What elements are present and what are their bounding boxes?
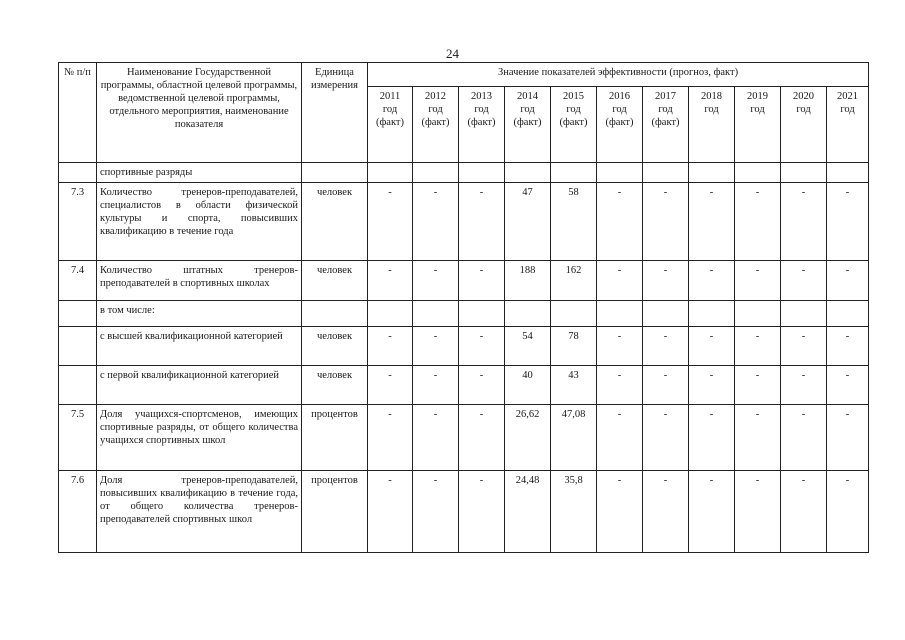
header-year-sub2: (факт) — [513, 117, 542, 128]
table-row — [59, 366, 869, 405]
header-year-2011 — [368, 87, 413, 163]
row-value — [413, 301, 459, 327]
row-value — [827, 163, 869, 183]
row-value: - — [735, 366, 781, 405]
row-value: - — [597, 471, 643, 553]
header-year-2020 — [781, 87, 827, 163]
row-value — [459, 301, 505, 327]
row-value: - — [689, 327, 735, 366]
row-value: 47,08 — [551, 405, 597, 471]
row-name: Доля учащихся-спортсменов, имеющих спортивные разряды, от общего количества учащихся спортивных школ — [97, 405, 302, 471]
row-value: - — [781, 405, 827, 471]
row-value: - — [735, 471, 781, 553]
row-value: 58 — [551, 183, 597, 261]
row-value — [735, 163, 781, 183]
header-year-year: 2018 — [701, 91, 722, 102]
header-year-sub2: (факт) — [375, 117, 404, 128]
table-row — [59, 163, 869, 183]
header-year-year: 2012 — [425, 91, 446, 102]
row-value: - — [827, 327, 869, 366]
row-value: - — [413, 183, 459, 261]
row-value: 26,62 — [505, 405, 551, 471]
header-year-year: 2019 — [747, 91, 768, 102]
row-name: с первой квалификационной категорией — [97, 366, 302, 405]
row-name: Количество штатных тренеров-преподавателей в спортивных школах — [97, 261, 302, 301]
header-year-sub2: (факт) — [559, 117, 588, 128]
row-value: - — [413, 405, 459, 471]
row-value: - — [597, 327, 643, 366]
row-unit: человек — [302, 261, 368, 301]
row-value: - — [368, 471, 413, 553]
row-number — [59, 301, 97, 327]
row-value — [551, 301, 597, 327]
row-value — [505, 163, 551, 183]
header-year-year: 2013 — [471, 91, 492, 102]
row-value — [368, 163, 413, 183]
row-unit: человек — [302, 366, 368, 405]
header-year-sub1: год — [658, 104, 673, 115]
row-value: - — [643, 183, 689, 261]
row-value: - — [368, 405, 413, 471]
row-value: - — [597, 405, 643, 471]
row-number — [59, 366, 97, 405]
row-value — [505, 301, 551, 327]
row-value: - — [781, 327, 827, 366]
row-value: - — [459, 327, 505, 366]
row-value: - — [689, 471, 735, 553]
row-value: - — [643, 366, 689, 405]
row-value — [597, 163, 643, 183]
header-year-2018 — [689, 87, 735, 163]
row-value: 40 — [505, 366, 551, 405]
header-name: Наименование Государственной программы, областной целевой программы, ведомственной целевой программы, отдельного мероприятия, наименование показателя — [97, 63, 302, 163]
row-value: - — [413, 366, 459, 405]
row-value: - — [597, 261, 643, 301]
row-value — [459, 163, 505, 183]
row-value: - — [781, 366, 827, 405]
header-year-year: 2017 — [655, 91, 676, 102]
header-year-sub1: год — [750, 104, 765, 115]
row-unit: процентов — [302, 405, 368, 471]
row-value: - — [368, 183, 413, 261]
table-body — [59, 163, 869, 553]
row-value: - — [459, 405, 505, 471]
row-value: - — [689, 366, 735, 405]
row-value: - — [643, 327, 689, 366]
header-year-sub2: (факт) — [421, 117, 450, 128]
row-value: 162 — [551, 261, 597, 301]
row-value — [597, 301, 643, 327]
row-name: Количество тренеров-преподавателей, специалистов в области физической культуры и спорта, повысивших квалификацию в течение года — [97, 183, 302, 261]
row-value: - — [643, 261, 689, 301]
header-year-2017 — [643, 87, 689, 163]
row-value: - — [368, 261, 413, 301]
row-unit — [302, 163, 368, 183]
row-value — [781, 163, 827, 183]
row-value — [781, 301, 827, 327]
row-value: - — [735, 327, 781, 366]
row-value: - — [413, 261, 459, 301]
header-year-year: 2011 — [379, 91, 401, 102]
row-value: - — [597, 366, 643, 405]
header-year-2019 — [735, 87, 781, 163]
header-year-2014 — [505, 87, 551, 163]
header-year-sub1: год — [796, 104, 811, 115]
header-year-year: 2014 — [517, 91, 538, 102]
row-value: - — [735, 261, 781, 301]
header-year-2013 — [459, 87, 505, 163]
header-year-sub2: (факт) — [467, 117, 496, 128]
header-year-sub1: год — [566, 104, 581, 115]
table-row — [59, 301, 869, 327]
header-year-sub1: год — [520, 104, 535, 115]
row-value: - — [459, 261, 505, 301]
row-unit: процентов — [302, 471, 368, 553]
row-value: - — [413, 471, 459, 553]
row-value — [643, 163, 689, 183]
header-year-sub2: (факт) — [605, 117, 634, 128]
header-year-year: 2015 — [563, 91, 584, 102]
row-value: 54 — [505, 327, 551, 366]
table-row — [59, 471, 869, 553]
row-value — [368, 301, 413, 327]
header-year-2015 — [551, 87, 597, 163]
indicators-table — [58, 62, 869, 553]
table-row — [59, 261, 869, 301]
row-value: - — [781, 261, 827, 301]
row-unit: человек — [302, 327, 368, 366]
row-value: - — [735, 405, 781, 471]
row-value: 43 — [551, 366, 597, 405]
row-value: - — [827, 471, 869, 553]
row-value — [643, 301, 689, 327]
table-row — [59, 183, 869, 261]
table-header — [59, 63, 869, 163]
row-number: 7.3 — [59, 183, 97, 261]
row-value: - — [827, 261, 869, 301]
row-value: - — [689, 183, 735, 261]
row-value: - — [781, 183, 827, 261]
header-year-sub1: год — [612, 104, 627, 115]
row-value: - — [643, 405, 689, 471]
header-year-year: 2021 — [837, 91, 859, 102]
header-year-2016 — [597, 87, 643, 163]
row-value: - — [827, 366, 869, 405]
row-value: 35,8 — [551, 471, 597, 553]
page-number: 24 — [446, 46, 459, 61]
row-value: - — [689, 405, 735, 471]
header-year-sub1: год — [704, 104, 719, 115]
row-value: - — [827, 183, 869, 261]
row-unit — [302, 301, 368, 327]
row-value: - — [459, 183, 505, 261]
row-value — [413, 163, 459, 183]
row-value: 47 — [505, 183, 551, 261]
row-value: - — [368, 366, 413, 405]
row-value: - — [597, 183, 643, 261]
row-value: - — [643, 471, 689, 553]
row-value: 188 — [505, 261, 551, 301]
row-value: - — [459, 366, 505, 405]
table-row — [59, 327, 869, 366]
row-name: Доля тренеров-преподавателей, повысивших квалификацию в течение года, от общего количества тренеров-преподавателей спортивных школ — [97, 471, 302, 553]
header-year-2021 — [827, 87, 869, 163]
row-value: - — [413, 327, 459, 366]
header-values: Значение показателей эффективности (прогноз, факт) — [368, 63, 869, 87]
row-value: - — [827, 405, 869, 471]
row-value — [551, 163, 597, 183]
header-year-2012 — [413, 87, 459, 163]
row-value — [735, 301, 781, 327]
row-name: спортивные разряды — [97, 163, 302, 183]
header-year-sub1: год — [382, 104, 398, 115]
row-value: - — [368, 327, 413, 366]
row-value: - — [735, 183, 781, 261]
table-row — [59, 405, 869, 471]
row-unit: человек — [302, 183, 368, 261]
header-year-sub1: год — [428, 104, 443, 115]
row-value: 78 — [551, 327, 597, 366]
row-number: 7.6 — [59, 471, 97, 553]
row-value — [689, 163, 735, 183]
row-name: в том числе: — [97, 301, 302, 327]
row-value: 24,48 — [505, 471, 551, 553]
header-year-sub1: год — [474, 104, 489, 115]
row-number: 7.4 — [59, 261, 97, 301]
row-value: - — [459, 471, 505, 553]
row-value — [827, 301, 869, 327]
row-value: - — [689, 261, 735, 301]
header-year-year: 2020 — [793, 91, 814, 102]
header-year-year: 2016 — [609, 91, 630, 102]
row-value: - — [781, 471, 827, 553]
header-year-sub2: (факт) — [651, 117, 680, 128]
row-number: 7.5 — [59, 405, 97, 471]
row-value — [689, 301, 735, 327]
header-number: № п/п — [59, 63, 97, 163]
header-year-sub1: год — [840, 104, 855, 115]
row-name: с высшей квалификационной категорией — [97, 327, 302, 366]
row-number — [59, 163, 97, 183]
header-unit: Единица измерения — [302, 63, 368, 163]
row-number — [59, 327, 97, 366]
